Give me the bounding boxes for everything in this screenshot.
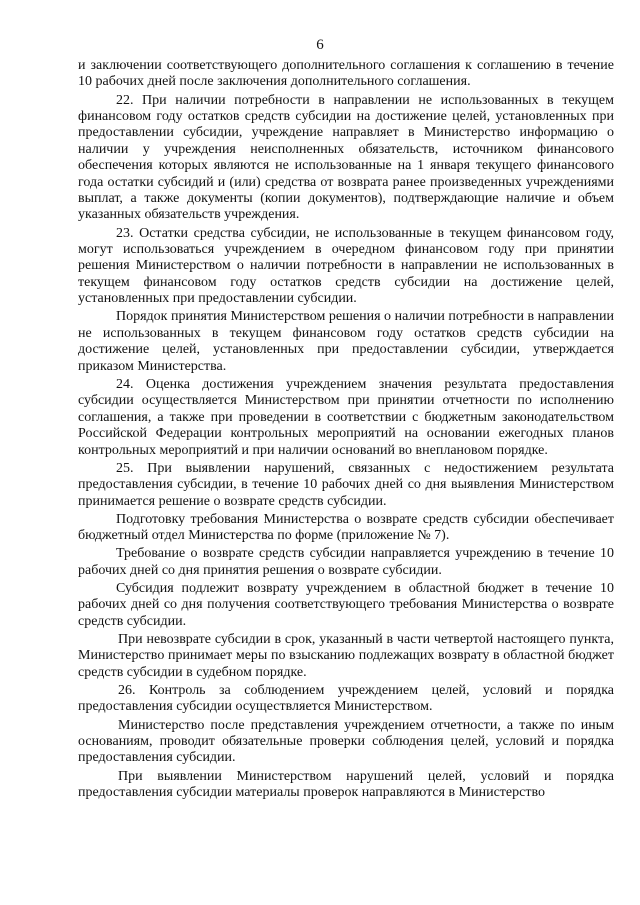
paragraph-23: 23. Остатки средства субсидии, не использованные в текущем финансовом году, могут использоваться учреждением в очередном финансовом году при принятии решения Министерством о наличии потребности в направлении не использованных в текущем финансовом году остатков средств субсидии на достижение целей, установленных при предоставлении субсидии.: [78, 225, 614, 307]
paragraph-25: 25. При выявлении нарушений, связанных с недостижением результата предоставления субсидии, в течение 10 рабочих дней со дня выявления Министерством принимается решение о возврате средств субсидии.: [78, 460, 614, 509]
page-number: 6: [316, 37, 324, 53]
paragraph-26-inspections: Министерство после представления учреждением отчетности, а также по иным основаниям, проводит обязательные проверки соблюдения целей, условий и порядка предоставления субсидии.: [78, 717, 614, 766]
document-body: [78, 58, 614, 803]
paragraph-22: 22. При наличии потребности в направлении не использованных в текущем финансовом году остатков средств субсидии на достижение целей, установленных при предоставлении субсидии, учреждение направляет в Министерство информацию о наличии у учреждения неисполненных обязательств, источником финансового обеспечения которых являются не использованные на 1 января текущего финансового года остатки субсидий и (или) средства от возврата ранее произведенных учреждениями выплат, а также документы (копии документов), подтверждающие наличие и объем указанных обязательств учреждения.: [78, 92, 614, 223]
paragraph-23-procedure: Порядок принятия Министерством решения о наличии потребности в направлении не использованных в текущем финансовом году остатков средств субсидии на достижение целей, установленных при предоставлении субсидии, утверждается приказом Министерства.: [78, 309, 614, 374]
paragraph-25-non-refund: При невозврате субсидии в срок, указанный в части четвертой настоящего пункта, Министерство принимает меры по взысканию подлежащих возврату в областной бюджет средств субсидии в судебном порядке.: [78, 631, 614, 680]
paragraph-25-refund-term: Субсидия подлежит возврату учреждением в областной бюджет в течение 10 рабочих дней со дня получения соответствующего требования Министерства о возврате средств субсидии.: [78, 580, 614, 629]
paragraph-26: 26. Контроль за соблюдением учреждением целей, условий и порядка предоставления субсидии осуществляется Министерством.: [78, 683, 614, 715]
paragraph-26-violations: При выявлении Министерством нарушений целей, условий и порядка предоставления субсидии материалы проверок направляются в Министерство: [78, 768, 614, 801]
paragraph-24: 24. Оценка достижения учреждением значения результата предоставления субсидии осуществляется Министерством при принятии отчетности по исполнению соглашения, а также при проведении в соответствии с бюджетным законодательством Российской Федерации контрольных мероприятий на основании ежегодных планов контрольных мероприятий и при наличии оснований во внеплановом порядке.: [78, 376, 614, 458]
paragraph-continuation: и заключении соответствующего дополнительного соглашения к соглашению в течение 10 рабочих дней после заключения дополнительного соглашения.: [78, 58, 614, 90]
paragraph-25-requirement-sending: Требование о возврате средств субсидии направляется учреждению в течение 10 рабочих дней со дня принятия решения о возврате субсидии.: [78, 546, 614, 578]
paragraph-25-requirement-preparation: Подготовку требования Министерства о возврате средств субсидии обеспечивает бюджетный отдел Министерства по форме (приложение № 7).: [78, 511, 614, 544]
